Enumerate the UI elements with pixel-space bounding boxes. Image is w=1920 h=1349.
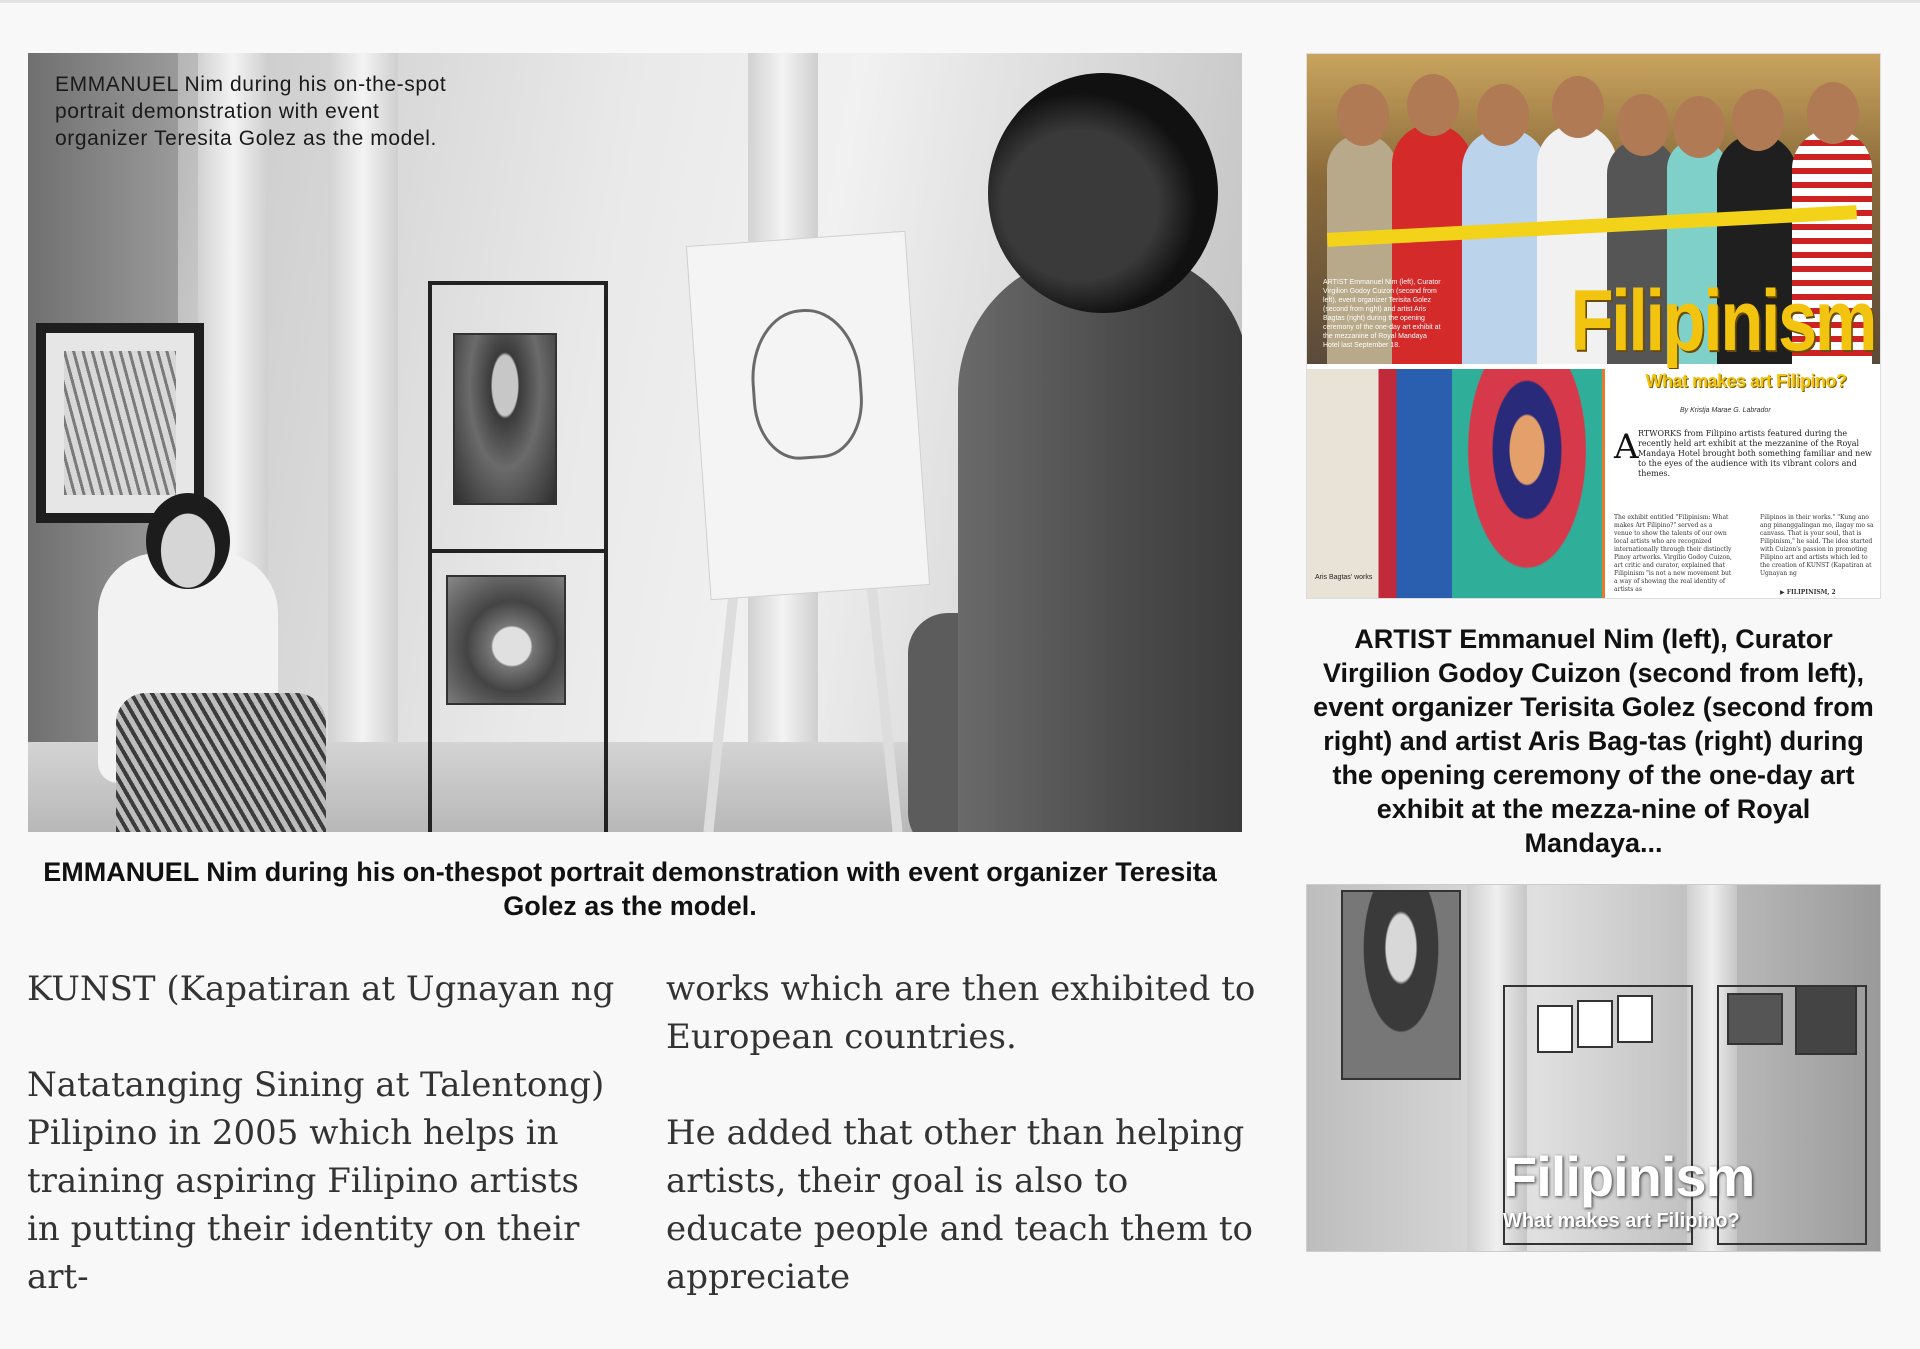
clipping-caption: ARTIST Emmanuel Nim (left), Curator Virgilion Godoy Cuizon (second from left), event organizer Terisita Golez (second from right) and artist Aris Bag-tas (right) during the opening ceremony of the one-day art exhibit at the mezza-nine of Royal Mandaya... [1313,624,1874,858]
clipping-byline: By Kristja Marae G. Labrador [1680,407,1771,414]
photo-pillar [328,53,398,773]
clipping-article [1610,369,1880,599]
painter-head [988,73,1218,313]
small-frame [1795,985,1857,1055]
madonna-painting [1341,890,1461,1080]
artwork-caption: Aris Bagtas' works [1315,574,1373,581]
painter-figure [958,253,1242,832]
abstract-painting [446,575,566,705]
small-frame [1727,993,1783,1045]
exhibit-title: Filipinism [1503,1145,1755,1208]
easel-canvas [686,231,930,600]
clipping-column: Filipinos in their works." "Kung ano ang pinanggalingan mo, ilagay mo sa canvass. That is your soul, that is Filipinism," he said. The idea started with Cuizon's passion in promoting Filipino art and artists which led to the creation of KUNST (Kapatiran at Ugnayan ng [1760,514,1874,577]
model-skirt [116,693,326,832]
madonna-painting [453,333,557,505]
small-frame [1537,1005,1573,1053]
small-frame [1577,1000,1613,1048]
article-column-1 [27,965,617,1349]
clipping-lead: RTWORKS from Filipino artists featured during the recently held art exhibit at the mezzanine of the Royal Mandaya Hotel brought both something familiar and new to the eyes of the audience with its vibrant colors and themes. [1638,429,1872,478]
article-paragraph: Natatanging Sining at Talentong) Pilipino in 2005 which helps in training aspiring Filipino artists in putting their identity on their art- [27,1065,605,1297]
small-frame [1617,995,1653,1043]
clipping-headline: Filipinism [1570,273,1875,369]
clipping-dropcap: A [1614,427,1639,467]
main-photo [28,53,1242,832]
photo-overlay-caption: EMMANUEL Nim during his on-the-spot portrait demonstration with event organizer Teresita Golez as the model. [55,73,447,150]
article-column-2 [666,965,1256,1349]
article-paragraph: He added that other than helping artists, their goal is also to educate people and teach them to appreciate [666,1113,1254,1297]
article-paragraph: KUNST (Kapatiran at Ugnayan ng [27,969,615,1009]
article-paragraph: works which are then exhibited to European countries. [666,969,1256,1057]
exhibit-subtitle: What makes art Filipino? [1503,1210,1740,1232]
main-photo-caption: EMMANUEL Nim during his on-thespot portrait demonstration with event organizer Teresita Golez as the model. [43,857,1217,921]
clipping-jump: ▶ FILIPINISM, 2 [1780,589,1836,596]
top-divider [0,0,1920,3]
clipping-photo-caption: ARTIST Emmanuel Nim (left), Curator Virgilion Godoy Cuizon (second from left), event organizer Terisita Golez (second from right) and artist Aris Bagtas (right) during the opening ceremony of the one-day art exhibit at the mezzanine of Royal Mandaya Hotel last September 18. [1323,279,1441,349]
clipping-column: The exhibit entitled "Filipinism: What makes Art Filipino?" served as a venue to show the talents of our own local artists who are recognized internationally through their distinctly Pinoy artworks. Virgilio Godoy Cuizon, art critic and curator, explained that Filipinism "is not a new movement but a way of showing the real identity of artists as [1614,514,1732,593]
portrait-sketch [747,305,867,462]
exhibit-photo [1306,884,1881,1252]
newspaper-clipping-image [1306,53,1881,599]
madonna-artwork [1452,369,1602,599]
model-head [146,493,230,589]
clipping-subhead: What makes art Filipino? [1645,371,1847,391]
